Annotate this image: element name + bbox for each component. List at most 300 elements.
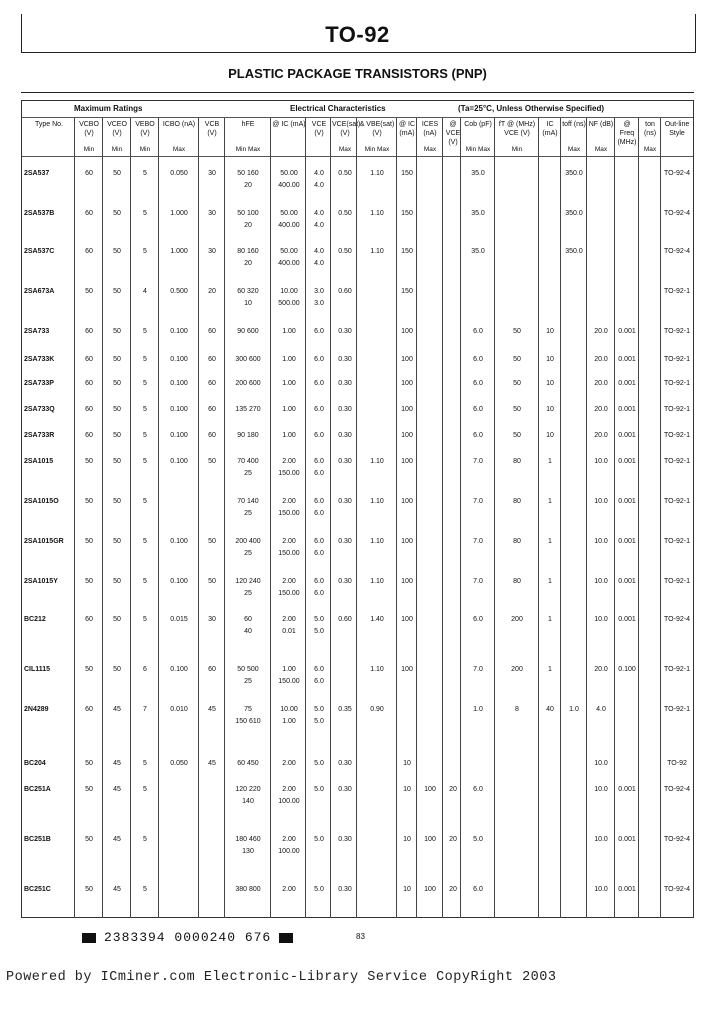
cell-vcesat: 0.30 xyxy=(338,760,352,767)
cell-vce: 6.0 xyxy=(314,538,324,545)
cell-icbo: 0.100 xyxy=(170,356,188,363)
cell-vceo: 50 xyxy=(113,380,121,387)
cell-hfe-2: 25 xyxy=(244,678,252,685)
barcode-block-icon xyxy=(279,933,293,943)
cell-outline: TO-92-4 xyxy=(664,248,690,255)
cell-icbo: 0.010 xyxy=(170,706,188,713)
cell-freq: 0.001 xyxy=(618,616,636,623)
cell-hfe: 135 270 xyxy=(235,406,261,413)
header-bottom-rule xyxy=(22,156,693,157)
cell-vbesat: 1.10 xyxy=(370,578,384,585)
cell-vce: 5.0 xyxy=(314,706,324,713)
column-header: IC (mA) xyxy=(542,121,558,137)
table-row xyxy=(22,836,693,866)
column-header: @ VCE (V) xyxy=(445,121,461,146)
cell-vce-2: 6.0 xyxy=(314,678,324,685)
cell-vcbo: 50 xyxy=(85,288,93,295)
cell-icbo: 0.100 xyxy=(170,578,188,585)
cell-vcesat: 0.30 xyxy=(338,356,352,363)
cell-vbesat: 1.10 xyxy=(370,210,384,217)
cell-hfe: 60 320 xyxy=(237,288,259,295)
cell-vce-2: 6.0 xyxy=(314,590,324,597)
column-header: Type No. xyxy=(34,121,63,128)
cell-outline: TO-92-4 xyxy=(664,210,690,217)
cell-freq: 0.100 xyxy=(618,666,636,673)
cell-ic-2: 0.01 xyxy=(282,628,296,635)
cell-ic-2: 500.00 xyxy=(278,300,300,307)
cell-vceo: 50 xyxy=(113,248,121,255)
cell-type: CIL1115 xyxy=(24,666,51,673)
cell-hfe: 80 160 xyxy=(237,248,259,255)
cell-cob: 1.0 xyxy=(473,706,483,713)
cell-icbo: 0.500 xyxy=(170,288,188,295)
cell-hfe: 60 xyxy=(244,616,252,623)
cell-hfe: 120 240 xyxy=(235,578,261,585)
cell-vcesat: 0.50 xyxy=(338,170,352,177)
cell-vebo: 7 xyxy=(143,706,147,713)
cell-vceo: 45 xyxy=(113,836,121,843)
column-header: VCBO (V) xyxy=(79,121,99,137)
cell-vce-2: 5.0 xyxy=(314,718,324,725)
cell-icbo: 0.050 xyxy=(170,170,188,177)
cell-ic3: 10 xyxy=(546,432,554,439)
cell-vcbo: 60 xyxy=(85,328,93,335)
page-number: 83 xyxy=(356,932,365,941)
cell-vcesat: 0.30 xyxy=(338,538,352,545)
cell-cob: 5.0 xyxy=(473,836,483,843)
cell-vebo: 5 xyxy=(143,170,147,177)
cell-vcb: 60 xyxy=(208,380,216,387)
cell-type: 2N4289 xyxy=(24,706,49,713)
cell-vcesat: 0.30 xyxy=(338,458,352,465)
cell-ic: 1.00 xyxy=(282,380,296,387)
cell-vce: 5.0 xyxy=(314,786,324,793)
page-subtitle: PLASTIC PACKAGE TRANSISTORS (PNP) xyxy=(228,66,487,81)
cell-vcb: 30 xyxy=(208,616,216,623)
cell-vceo: 50 xyxy=(113,498,121,505)
cell-vbesat: 1.40 xyxy=(370,616,384,623)
cell-vcesat: 0.35 xyxy=(338,706,352,713)
table-row xyxy=(22,248,693,278)
cell-ic3: 1 xyxy=(548,458,552,465)
cell-vceo: 50 xyxy=(113,458,121,465)
cell-ic: 2.00 xyxy=(282,538,296,545)
cell-nf: 20.0 xyxy=(594,328,608,335)
cell-vebo: 5 xyxy=(143,380,147,387)
cell-vcbo: 50 xyxy=(85,760,93,767)
cell-ic: 2.00 xyxy=(282,616,296,623)
cell-hfe: 200 600 xyxy=(235,380,261,387)
cell-ic: 2.00 xyxy=(282,760,296,767)
cell-hfe: 70 400 xyxy=(237,458,259,465)
cell-vbesat: 1.10 xyxy=(370,170,384,177)
cell-freq: 0.001 xyxy=(618,786,636,793)
cell-outline: TO-92-1 xyxy=(664,498,690,505)
cell-ic3: 1 xyxy=(548,616,552,623)
cell-type: 2SA1015O xyxy=(24,498,59,505)
cell-type: BC251C xyxy=(24,886,51,893)
table-row xyxy=(22,538,693,568)
cell-vcbo: 50 xyxy=(85,886,93,893)
column-header: ton (ns) xyxy=(643,121,657,137)
cell-type: 2SA537 xyxy=(24,170,50,177)
cell-hfe: 300 600 xyxy=(235,356,261,363)
column-header: ICBO (nA) xyxy=(162,121,196,128)
cell-hfe: 200 400 xyxy=(235,538,261,545)
cell-vebo: 5 xyxy=(143,786,147,793)
table-row xyxy=(22,210,693,240)
cell-vebo: 5 xyxy=(143,432,147,439)
cell-nf: 20.0 xyxy=(594,666,608,673)
cell-vce-2: 3.0 xyxy=(314,300,324,307)
cell-vcesat: 0.30 xyxy=(338,380,352,387)
cell-vceo: 50 xyxy=(113,666,121,673)
cell-vbesat: 1.10 xyxy=(370,248,384,255)
cell-hfe: 180 460 xyxy=(235,836,261,843)
cell-hfe: 50 500 xyxy=(237,666,259,673)
cell-vbesat: 1.10 xyxy=(370,538,384,545)
cell-ic: 10.00 xyxy=(280,706,298,713)
cell-freq: 0.001 xyxy=(618,578,636,585)
column-unit: Max xyxy=(643,146,657,153)
cell-vcb: 50 xyxy=(208,538,216,545)
column-unit: Min Max xyxy=(235,146,261,153)
cell-cob: 6.0 xyxy=(473,432,483,439)
cell-ft: 80 xyxy=(513,578,521,585)
cell-outline: TO-92-1 xyxy=(664,578,690,585)
column-unit: Max xyxy=(338,146,352,153)
cell-ic-2: 150.00 xyxy=(278,550,300,557)
cell-outline: TO-92-1 xyxy=(664,458,690,465)
cell-vceo: 50 xyxy=(113,356,121,363)
cell-type: 2SA733K xyxy=(24,356,55,363)
cell-ic: 1.00 xyxy=(282,432,296,439)
cell-vcbo: 60 xyxy=(85,248,93,255)
cell-vcbo: 60 xyxy=(85,210,93,217)
cell-vebo: 5 xyxy=(143,458,147,465)
cell-ft: 200 xyxy=(511,616,523,623)
cell-freq: 0.001 xyxy=(618,886,636,893)
cell-cob: 35.0 xyxy=(471,170,485,177)
column-unit: Max xyxy=(567,146,581,153)
cell-ft: 80 xyxy=(513,458,521,465)
cell-ic-2: 100.00 xyxy=(278,798,300,805)
cell-vcbo: 60 xyxy=(85,356,93,363)
cell-hfe: 380 800 xyxy=(235,886,261,893)
cell-freq: 0.001 xyxy=(618,356,636,363)
cell-vce3: 20 xyxy=(449,836,457,843)
cell-vce-2: 6.0 xyxy=(314,550,324,557)
cell-vcesat: 0.30 xyxy=(338,786,352,793)
cell-freq: 0.001 xyxy=(618,406,636,413)
cell-vebo: 5 xyxy=(143,578,147,585)
cell-cob: 7.0 xyxy=(473,458,483,465)
cell-vcesat: 0.30 xyxy=(338,498,352,505)
barcode-text: 2383394 0000240 676 xyxy=(104,930,272,945)
cell-toff: 350.0 xyxy=(565,170,583,177)
column-header: VCE (V) xyxy=(311,121,327,137)
cell-type: BC251B xyxy=(24,836,51,843)
table-row xyxy=(22,328,693,358)
cell-vceo: 45 xyxy=(113,760,121,767)
cell-ic-2: 400.00 xyxy=(278,222,300,229)
cell-type: 2SA537C xyxy=(24,248,55,255)
cell-vcb: 60 xyxy=(208,406,216,413)
cell-ic: 1.00 xyxy=(282,666,296,673)
cell-vebo: 5 xyxy=(143,886,147,893)
cell-vce-2: 4.0 xyxy=(314,222,324,229)
cell-vebo: 5 xyxy=(143,406,147,413)
column-header: VCB (V) xyxy=(204,121,220,137)
cell-vcesat: 0.30 xyxy=(338,578,352,585)
cell-vce: 5.0 xyxy=(314,836,324,843)
cell-vebo: 5 xyxy=(143,356,147,363)
cell-cob: 35.0 xyxy=(471,248,485,255)
cell-type: 2SA733R xyxy=(24,432,55,439)
cell-hfe-2: 20 xyxy=(244,222,252,229)
cell-vcb: 50 xyxy=(208,458,216,465)
cell-freq: 0.001 xyxy=(618,498,636,505)
cell-vcesat: 0.60 xyxy=(338,616,352,623)
column-header: & VBE(sat) (V) xyxy=(359,121,395,137)
cell-vebo: 5 xyxy=(143,498,147,505)
cell-vcbo: 60 xyxy=(85,432,93,439)
column-unit: Min Max xyxy=(465,146,491,153)
cell-ft: 50 xyxy=(513,380,521,387)
cell-hfe-2: 20 xyxy=(244,182,252,189)
column-header: toff (ns) xyxy=(562,121,586,128)
cell-ic: 1.00 xyxy=(282,406,296,413)
cell-vceo: 50 xyxy=(113,288,121,295)
cell-cob: 6.0 xyxy=(473,356,483,363)
column-unit: Min Max xyxy=(364,146,390,153)
cell-vce: 5.0 xyxy=(314,616,324,623)
cell-cob: 6.0 xyxy=(473,328,483,335)
subtitle-rule xyxy=(21,92,694,93)
cell-outline: TO-92-4 xyxy=(664,786,690,793)
cell-ic: 2.00 xyxy=(282,786,296,793)
column-unit: Min xyxy=(83,146,95,153)
column-unit: Max xyxy=(423,146,437,153)
cell-icbo: 0.050 xyxy=(170,760,188,767)
cell-nf: 20.0 xyxy=(594,432,608,439)
cell-vcbo: 60 xyxy=(85,380,93,387)
cell-vceo: 50 xyxy=(113,210,121,217)
cell-hfe: 70 140 xyxy=(237,498,259,505)
table-row xyxy=(22,886,693,916)
cell-ic3: 10 xyxy=(546,356,554,363)
cell-icbo: 0.015 xyxy=(170,616,188,623)
cell-type: 2SA1015 xyxy=(24,458,54,465)
cell-vebo: 5 xyxy=(143,836,147,843)
cell-ic: 50.00 xyxy=(280,170,298,177)
barcode-block-icon xyxy=(82,933,96,943)
cell-ic: 10.00 xyxy=(280,288,298,295)
cell-ic: 10 xyxy=(403,760,411,767)
cell-vcb: 30 xyxy=(208,248,216,255)
column-header: VCE(sat) (V) xyxy=(332,121,361,137)
cell-vebo: 6 xyxy=(143,666,147,673)
cell-ic: 150 xyxy=(401,248,413,255)
cell-ic: 100 xyxy=(401,328,413,335)
cell-hfe-2: 25 xyxy=(244,470,252,477)
cell-ic: 100 xyxy=(401,616,413,623)
column-unit: Max xyxy=(594,146,608,153)
cell-ic: 100 xyxy=(401,498,413,505)
cell-vce: 4.0 xyxy=(314,210,324,217)
cell-vceo: 45 xyxy=(113,886,121,893)
cell-cob: 6.0 xyxy=(473,616,483,623)
cell-ic: 100 xyxy=(401,406,413,413)
column-header: VCEO (V) xyxy=(107,121,127,137)
cell-type: 2SA537B xyxy=(24,210,55,217)
cell-outline: TO-92-1 xyxy=(664,406,690,413)
cell-ic: 150 xyxy=(401,170,413,177)
cell-ic: 150 xyxy=(401,210,413,217)
table-row xyxy=(22,170,693,200)
cell-vcbo: 50 xyxy=(85,786,93,793)
cell-outline: TO-92-1 xyxy=(664,356,690,363)
cell-vbesat: 1.10 xyxy=(370,666,384,673)
cell-icbo: 0.100 xyxy=(170,380,188,387)
cell-icbo: 1.000 xyxy=(170,248,188,255)
cell-outline: TO-92 xyxy=(667,760,687,767)
cell-vce: 6.0 xyxy=(314,432,324,439)
cell-hfe: 90 180 xyxy=(237,432,259,439)
cell-vebo: 5 xyxy=(143,760,147,767)
cell-ft: 50 xyxy=(513,432,521,439)
cell-freq: 0.001 xyxy=(618,458,636,465)
cell-hfe: 50 160 xyxy=(237,170,259,177)
cell-vcbo: 60 xyxy=(85,616,93,623)
cell-vcb: 45 xyxy=(208,760,216,767)
cell-outline: TO-92-1 xyxy=(664,328,690,335)
cell-vcesat: 0.60 xyxy=(338,288,352,295)
cell-ic-2: 400.00 xyxy=(278,182,300,189)
cell-nf: 10.0 xyxy=(594,836,608,843)
cell-vbesat: 0.90 xyxy=(370,706,384,713)
cell-hfe-2: 150 610 xyxy=(235,718,261,725)
cell-vcbo: 50 xyxy=(85,538,93,545)
cell-outline: TO-92-4 xyxy=(664,616,690,623)
cell-ic3: 1 xyxy=(548,498,552,505)
cell-ft: 50 xyxy=(513,406,521,413)
cell-nf: 20.0 xyxy=(594,406,608,413)
column-unit: Min xyxy=(511,146,523,153)
column-header: hFE xyxy=(241,121,255,128)
cell-icbo: 0.100 xyxy=(170,538,188,545)
cell-hfe-2: 25 xyxy=(244,550,252,557)
cell-ft: 80 xyxy=(513,538,521,545)
column-header: fT @ (MHz) VCE (V) xyxy=(498,121,536,137)
cell-ft: 50 xyxy=(513,328,521,335)
cell-icbo: 0.100 xyxy=(170,432,188,439)
cell-ic-2: 150.00 xyxy=(278,510,300,517)
cell-vebo: 5 xyxy=(143,248,147,255)
cell-outline: TO-92-4 xyxy=(664,836,690,843)
cell-ic3: 10 xyxy=(546,406,554,413)
cell-vce-2: 5.0 xyxy=(314,628,324,635)
header-rule xyxy=(22,117,693,118)
cell-vce: 6.0 xyxy=(314,458,324,465)
cell-ic3: 10 xyxy=(546,328,554,335)
cell-vebo: 5 xyxy=(143,538,147,545)
cell-nf: 20.0 xyxy=(594,356,608,363)
cell-cob: 7.0 xyxy=(473,578,483,585)
cell-cob: 6.0 xyxy=(473,886,483,893)
cell-vcesat: 0.30 xyxy=(338,406,352,413)
cell-nf: 10.0 xyxy=(594,578,608,585)
cell-vceo: 50 xyxy=(113,328,121,335)
group-conditions: (Ta=25°C, Unless Otherwise Specified) xyxy=(458,104,604,113)
cell-type: BC204 xyxy=(24,760,46,767)
cell-vceo: 45 xyxy=(113,706,121,713)
cell-vcesat: 0.30 xyxy=(338,432,352,439)
cell-ic3: 1 xyxy=(548,578,552,585)
cell-freq: 0.001 xyxy=(618,432,636,439)
powered-by-line: Powered by ICminer.com Electronic-Library Service CopyRight 2003 xyxy=(6,970,557,985)
cell-hfe-2: 25 xyxy=(244,510,252,517)
column-header: @ IC (mA) xyxy=(272,121,306,128)
cell-vceo: 50 xyxy=(113,170,121,177)
cell-outline: TO-92-4 xyxy=(664,170,690,177)
cell-vce: 6.0 xyxy=(314,498,324,505)
cell-vcbo: 50 xyxy=(85,666,93,673)
cell-vce3: 20 xyxy=(449,786,457,793)
cell-vce-2: 4.0 xyxy=(314,182,324,189)
cell-nf: 10.0 xyxy=(594,786,608,793)
cell-vce: 6.0 xyxy=(314,666,324,673)
cell-cob: 6.0 xyxy=(473,786,483,793)
cell-ic: 2.00 xyxy=(282,498,296,505)
cell-vce: 6.0 xyxy=(314,578,324,585)
cell-type: 2SA733Q xyxy=(24,406,55,413)
table-row xyxy=(22,786,693,816)
cell-ic: 1.00 xyxy=(282,328,296,335)
cell-vbesat: 1.10 xyxy=(370,458,384,465)
cell-vcbo: 50 xyxy=(85,578,93,585)
cell-vcb: 60 xyxy=(208,432,216,439)
cell-vcb: 20 xyxy=(208,288,216,295)
cell-hfe: 90 600 xyxy=(237,328,259,335)
column-header: @ IC (mA) xyxy=(398,121,416,137)
cell-vcbo: 60 xyxy=(85,406,93,413)
cell-ic: 2.00 xyxy=(282,458,296,465)
cell-cob: 6.0 xyxy=(473,406,483,413)
cell-hfe: 50 100 xyxy=(237,210,259,217)
cell-ic-2: 150.00 xyxy=(278,470,300,477)
table-row xyxy=(22,288,693,318)
cell-toff: 1.0 xyxy=(569,706,579,713)
cell-ices: 100 xyxy=(424,886,436,893)
cell-ic: 100 xyxy=(401,578,413,585)
cell-hfe-2: 140 xyxy=(242,798,254,805)
group-max-ratings: Maximum Ratings xyxy=(74,104,143,113)
cell-icbo: 0.100 xyxy=(170,666,188,673)
cell-nf: 10.0 xyxy=(594,538,608,545)
cell-ic: 100 xyxy=(401,380,413,387)
cell-vceo: 50 xyxy=(113,616,121,623)
cell-vcbo: 50 xyxy=(85,458,93,465)
cell-vcesat: 0.50 xyxy=(338,248,352,255)
cell-vcesat: 0.30 xyxy=(338,328,352,335)
cell-ic: 10 xyxy=(403,786,411,793)
cell-vcesat: 0.30 xyxy=(338,836,352,843)
cell-ic: 100 xyxy=(401,458,413,465)
cell-ic3: 1 xyxy=(548,666,552,673)
column-header: NF (dB) xyxy=(588,121,614,128)
cell-hfe-2: 20 xyxy=(244,260,252,267)
